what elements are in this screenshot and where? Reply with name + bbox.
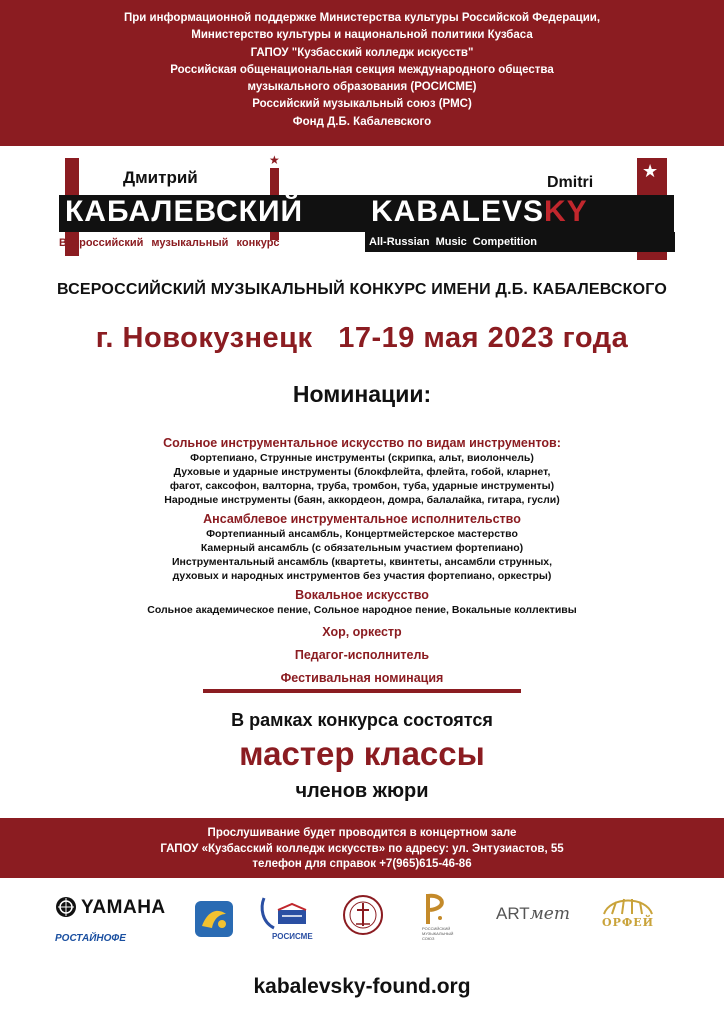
nomination-line: Сольное академическое пение, Сольное народное пение, Вокальные коллективы [147, 604, 577, 616]
top-banner [0, 0, 724, 146]
nomination-line: фагот, саксофон, валторна, труба, тромбон, туба, ударные инструменты) [169, 480, 555, 492]
yamaha-logo [55, 896, 166, 944]
rostaynofe-wordmark: РОСТАЙНОФЕ [55, 933, 126, 944]
venue-line: ГАПОУ «Кузбасский колледж искусств» по адресу: ул. Энтузиастов, 55 [160, 842, 564, 855]
orpheus-wordmark: ОРФЕЙ [602, 916, 655, 929]
yamaha-wordmark: YAMAHA [81, 897, 166, 918]
star-icon: ★ [642, 161, 659, 181]
college-logo [194, 900, 234, 943]
master-class-intro: В рамках конкурса состоятся [231, 710, 493, 730]
website-link[interactable]: kabalevsky-found.org [253, 975, 471, 998]
logo-first-name-ru: Дмитрий [123, 168, 198, 187]
contest-title: ВСЕРОССИЙСКИЙ МУЗЫКАЛЬНЫЙ КОНКУРС ИМЕНИ Д.Б. КАБАЛЕВСКОГО [57, 281, 667, 298]
city-dates: г. Новокузнецк 17-19 мая 2023 года [95, 322, 629, 354]
logo-subtitle-en: All-Russian Music Competition [369, 236, 537, 248]
logo-surname-en-main: KABALEVS [371, 195, 545, 228]
star-icon: ★ [269, 153, 280, 167]
orpheus-logo [600, 894, 656, 929]
support-line: музыкального образования (РОСИСМЕ) [247, 81, 477, 94]
fund-seal-icon [342, 894, 384, 936]
artmet-logo [496, 904, 570, 924]
jury-label: членов жюри [295, 780, 429, 802]
support-line: При информационной поддержке Министерства культуры Российской Федерации, [123, 12, 601, 24]
kabalevsky-fund-logo [342, 894, 384, 941]
logo-first-name-en: Dmitri [547, 174, 594, 191]
venue-line: Прослушивание будет проводится в концертном зале [207, 827, 517, 839]
nomination-title: Ансамблевое инструментальное исполнительство [203, 512, 521, 526]
venue-banner [0, 818, 724, 878]
rosisme-emblem-icon [258, 894, 314, 932]
logo-surname-en [371, 195, 588, 229]
nomination-title: Хор, оркестр [322, 625, 402, 639]
rms-logo [422, 892, 454, 941]
nomination-line: Инструментальный ансамбль (квартеты, квинтеты, ансамбли струнных, [171, 556, 553, 568]
logo-subtitle-ru: Всероссийский музыкальный конкурс [59, 237, 280, 249]
nomination-line: духовых и народных инструментов без участия фортепиано, оркестры) [172, 570, 552, 582]
rms-wordmark: РОССИЙСКИЙ МУЗЫКАЛЬНЫЙ СОЮЗ [422, 926, 454, 941]
orpheus-emblem-icon [600, 894, 656, 916]
partner-logos [0, 890, 724, 950]
rostaynofe-logo [55, 928, 165, 944]
section-divider [203, 689, 521, 693]
logo-surname-en-accent: KY [544, 195, 588, 228]
nomination-line: Фортепиано, Струнные инструменты (скрипка, альт, виолончель) [190, 452, 534, 464]
support-line: Фонд Д.Б. Кабалевского [292, 115, 432, 128]
logo-surname-ru: КАБАЛЕВСКИЙ [65, 195, 304, 228]
rms-emblem-icon [422, 892, 452, 926]
venue-line: телефон для справок +7(965)615-46-86 [252, 858, 472, 870]
nomination-line: Духовые и ударные инструменты (блокфлейта, флейта, гобой, кларнет, [173, 466, 551, 478]
rosisme-logo [258, 894, 314, 941]
college-emblem-icon [194, 900, 234, 938]
nominations-heading: Номинации: [292, 381, 432, 407]
master-classes-title: мастер классы [239, 735, 485, 772]
nominations-list [62, 436, 662, 686]
nomination-line: Народные инструменты (баян, аккордеон, домра, балалайка, гитара, гусли) [164, 494, 560, 506]
support-organizations [0, 10, 724, 131]
artmet-wordmark-accent: мет [529, 904, 570, 924]
support-line: Российская общенациональная секция международного общества [170, 63, 554, 76]
nomination-title: Вокальное искусство [295, 588, 429, 602]
nomination-title: Сольное инструментальное искусство по видам инструментов: [163, 436, 561, 450]
support-line: Российский музыкальный союз (РМС) [252, 98, 472, 111]
support-line: Министерство культуры и национальной политики Кузбаса [191, 29, 533, 42]
rosisme-wordmark: РОСИСМЕ [272, 932, 313, 941]
competition-logo [45, 150, 685, 260]
nomination-line: Фортепианный ансамбль, Концертмейстерское мастерство [206, 528, 518, 540]
yamaha-emblem-icon [55, 896, 77, 918]
nomination-title: Педагог-исполнитель [294, 648, 430, 662]
nomination-line: Камерный ансамбль (с обязательным участием фортепиано) [200, 542, 524, 554]
nomination-title: Фестивальная номинация [280, 671, 444, 685]
artmet-wordmark-main: ART [496, 904, 530, 923]
support-line: ГАПОУ "Кузбасский колледж искусств" [250, 46, 474, 59]
